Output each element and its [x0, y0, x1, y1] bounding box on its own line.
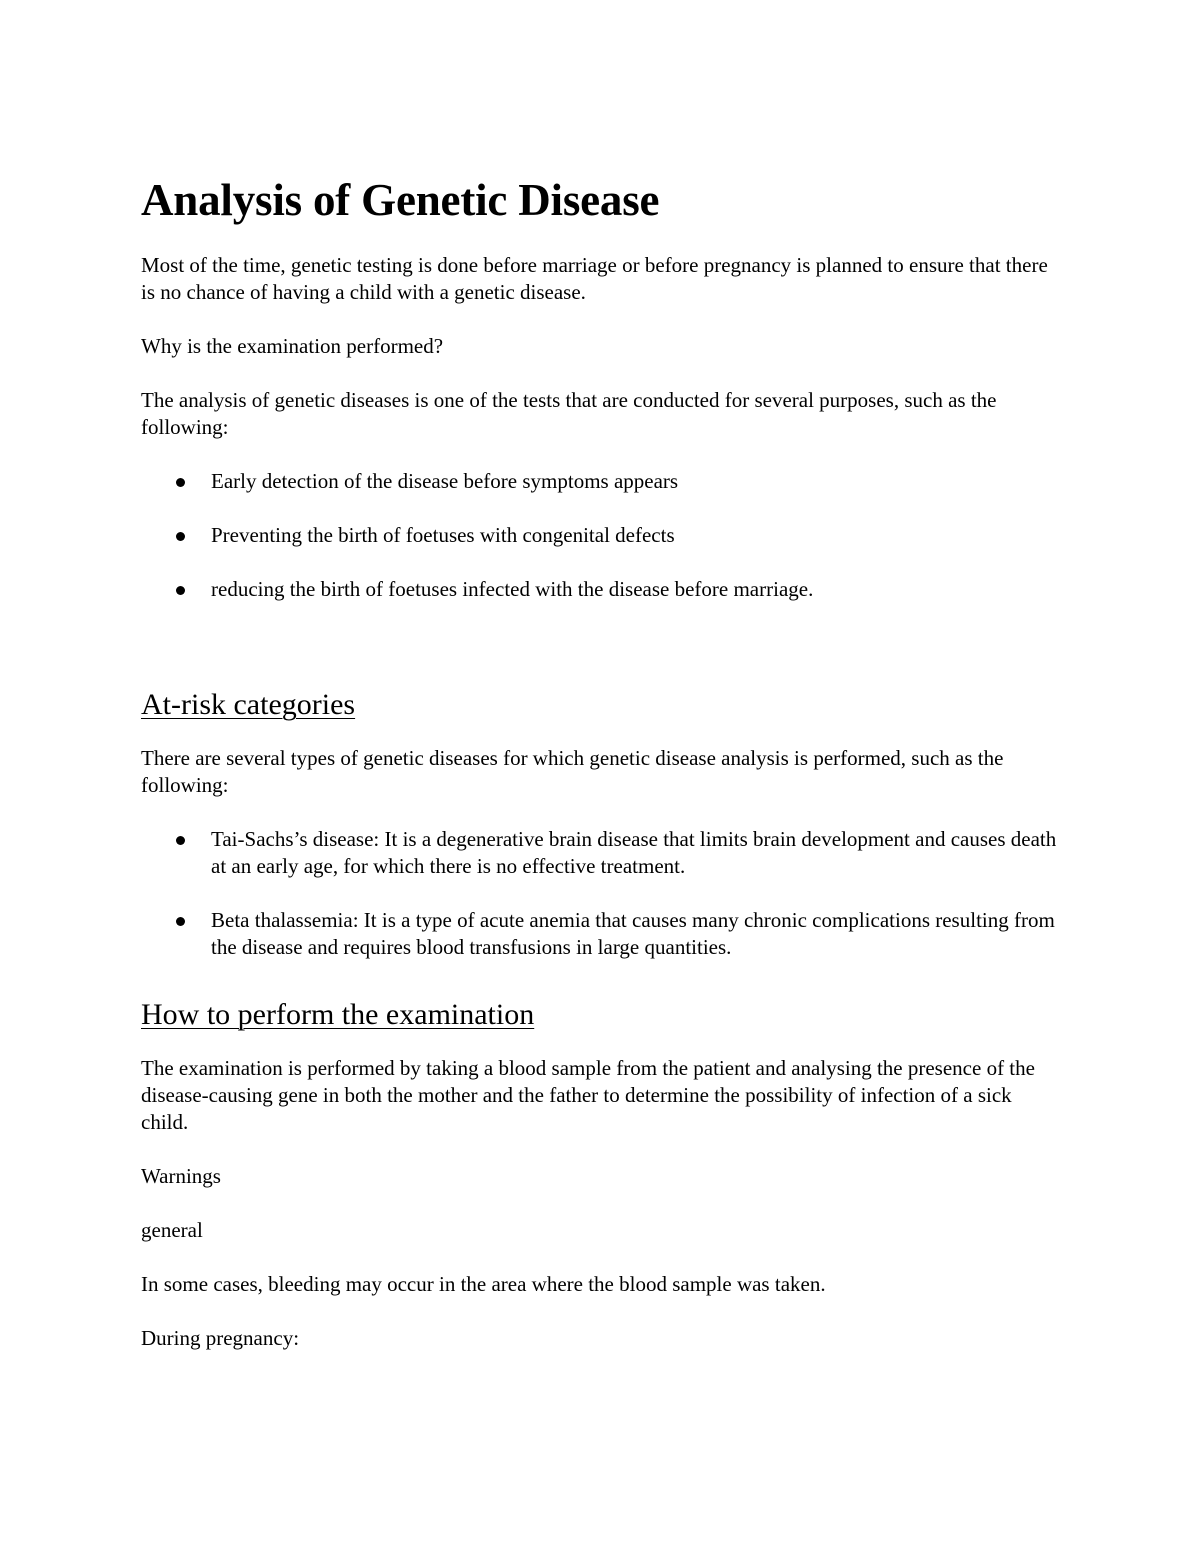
list-item-text: Early detection of the disease before symptoms appears: [211, 469, 679, 493]
bullet-icon: [176, 532, 185, 541]
how-to-paragraph: The examination is performed by taking a blood sample from the patient and analysing the presence of the disease-causing gene in both the mother and the father to determine the possibility of infection of a sick child.: [141, 1056, 1035, 1134]
bullet-icon: [176, 917, 185, 926]
question-paragraph: Why is the examination performed?: [141, 334, 444, 358]
bullet-icon: [176, 836, 185, 845]
list-item-text: Beta thalassemia: It is a type of acute anemia that causes many chronic complications resulting from the disease and requires blood transfusions in large quantities.: [211, 908, 1055, 959]
at-risk-list: [141, 826, 1061, 961]
list-item: [141, 522, 1061, 549]
at-risk-intro-paragraph: There are several types of genetic diseases for which genetic disease analysis is performed, such as the following:: [141, 746, 1004, 797]
list-item-text: reducing the birth of foetuses infected with the disease before marriage.: [211, 577, 814, 601]
list-item: [141, 826, 1061, 880]
document-body: [141, 172, 1061, 1352]
at-risk-heading: At-risk categories: [141, 688, 356, 721]
bleeding-paragraph: In some cases, bleeding may occur in the area where the blood sample was taken.: [141, 1272, 826, 1296]
intro-paragraph: Most of the time, genetic testing is done before marriage or before pregnancy is planned to ensure that there is no chance of having a child with a genetic disease.: [141, 253, 1048, 304]
purpose-intro-paragraph: The analysis of genetic diseases is one of the tests that are conducted for several purposes, such as the following:: [141, 388, 997, 439]
list-item-text: Tai-Sachs’s disease: It is a degenerative brain disease that limits brain development and causes death at an early age, for which there is no effective treatment.: [211, 827, 1057, 878]
list-item: [141, 576, 1061, 603]
warnings-paragraph: Warnings: [141, 1164, 221, 1188]
list-item: [141, 907, 1061, 961]
general-paragraph: general: [141, 1218, 203, 1242]
list-item-text: Preventing the birth of foetuses with congenital defects: [211, 523, 675, 547]
list-item: [141, 468, 1061, 495]
bullet-icon: [176, 478, 185, 487]
bullet-icon: [176, 586, 185, 595]
purpose-list: [141, 468, 1061, 603]
how-to-heading: How to perform the examination: [141, 998, 535, 1031]
during-pregnancy-paragraph: During pregnancy:: [141, 1326, 300, 1350]
document-title: Analysis of Genetic Disease: [141, 175, 660, 225]
